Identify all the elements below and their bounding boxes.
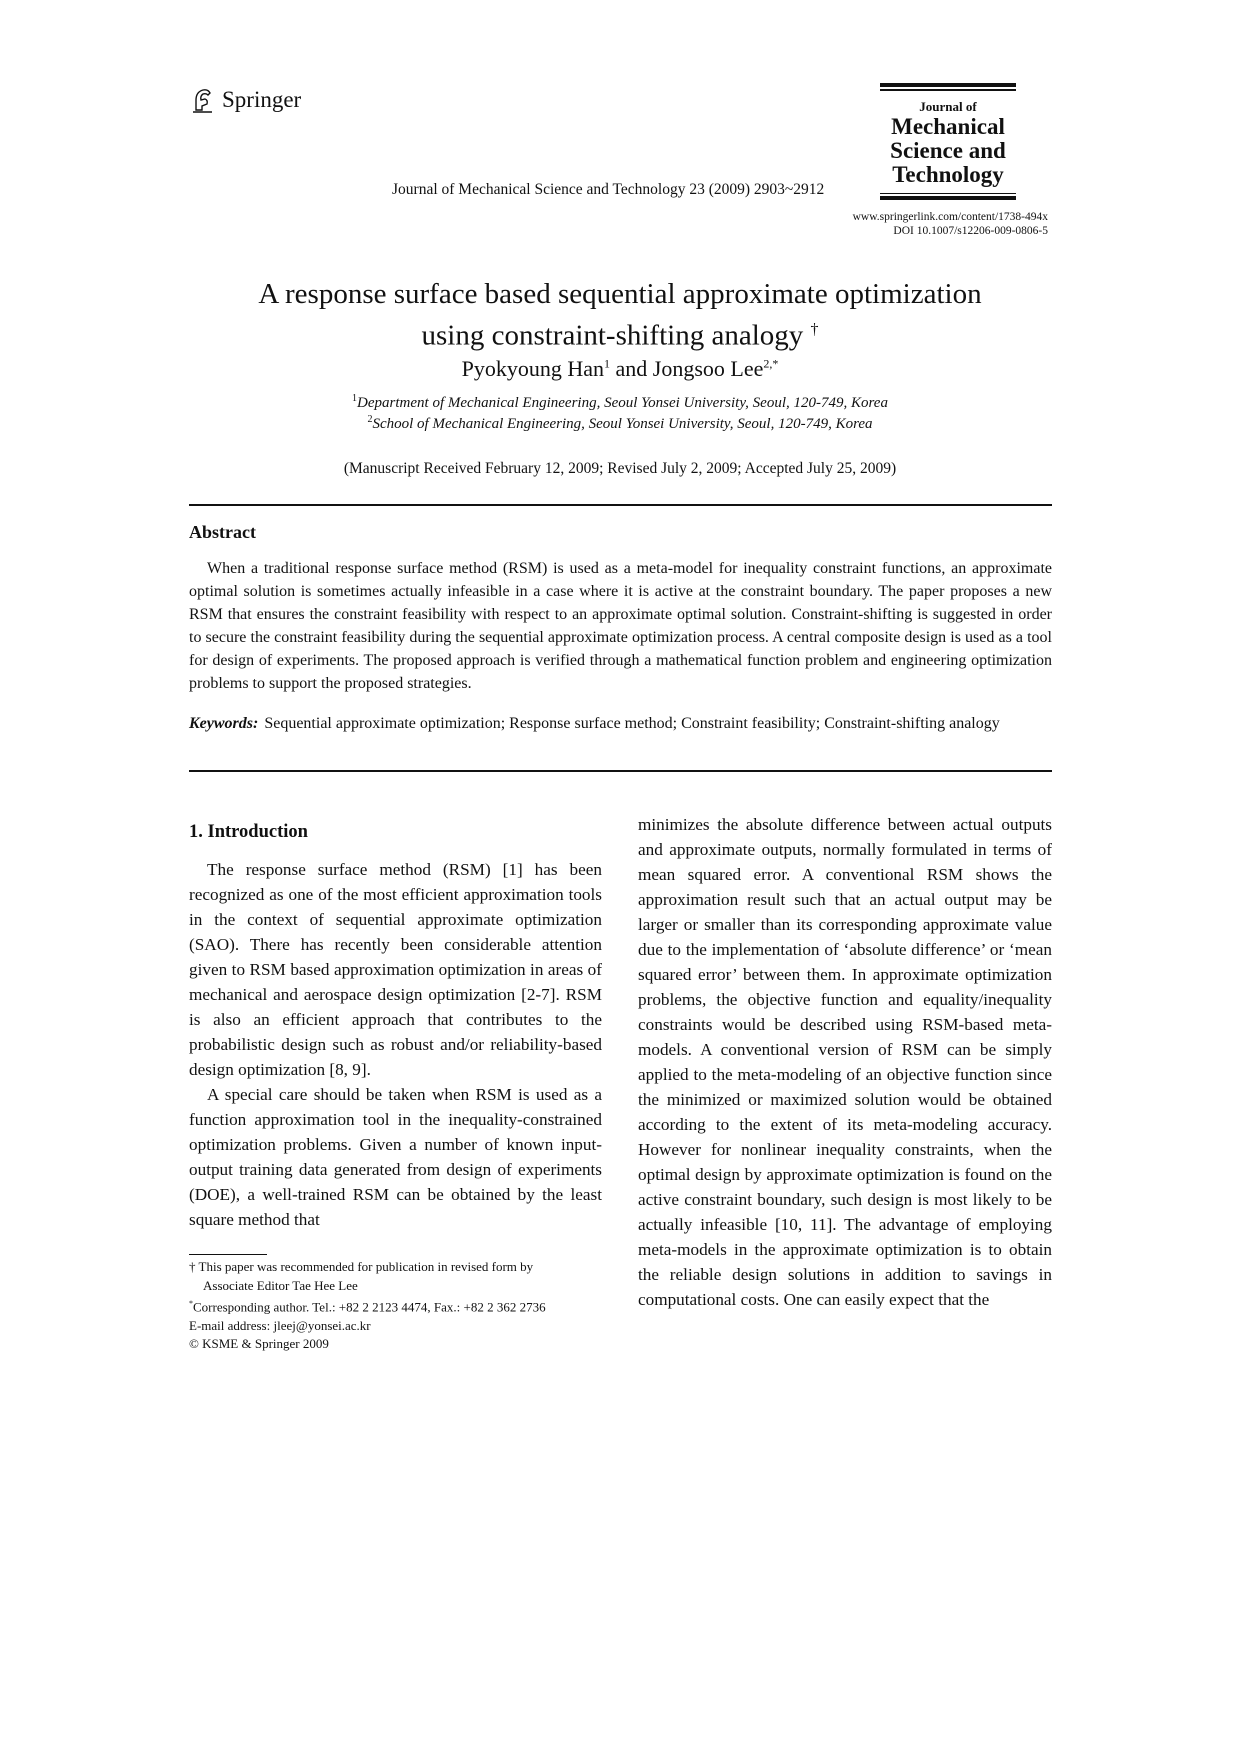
paper-title [0,276,1240,354]
doi: DOI 10.1007/s12206-009-0806-5 [893,225,1048,237]
authors: Pyokyoung Han$^1$ and Jongsoo Lee$^{2,*}$ [461,356,779,381]
footnote-rule [189,1254,267,1255]
author-1: Pyokyoung Han [461,356,605,381]
masthead-journal-of: Journal of [919,98,977,114]
intro-paragraph-2: A special care should be taken when RSM is used as a function approximation tool in the inequality-constrained optimization problems. Given a number of known input-output training data generated from design of experiments (DOE), a well-trained RSM can be obtained by the least square method that [189,1085,602,1229]
abstract-heading: Abstract [189,522,256,542]
footnote-1-cont: Associate Editor Tae Hee Lee [203,1277,358,1293]
affiliation-2: $^2$School of Mechanical Engineering, Seoul Yonsei University, Seoul, 120-749, Korea [367,414,873,432]
keywords-text: Sequential approximate optimization; Response surface method; Constraint feasibility; Constraint-shifting analogy [264,715,1000,732]
journal-masthead [880,83,1016,202]
journal-links [853,210,1048,238]
masthead-line-3: Science and [890,137,1006,163]
publisher-name: Springer [222,87,302,112]
manuscript-dates: (Manuscript Received February 12, 2009; Revised July 2, 2009; Accepted July 25, 2009) [343,460,897,477]
divider-bottom [189,770,1052,772]
author-2: Jongsoo Lee [652,356,764,381]
masthead-rule-bottom [880,196,1016,200]
keywords [189,712,1052,735]
masthead-line-4: Technology [892,161,1004,187]
right-column [638,812,1052,1312]
masthead-rule-bottom-thin [880,193,1016,195]
abstract-text: When a traditional response surface method (RSM) is used as a meta-model for inequality constraint functions, an approximate optimal solution is sometimes actually infeasible in a case where it is active at the constraint boundary. The paper proposes a new RSM that ensures the constraint feasibility with respect to an approximate optimal solution. Constraint-shifting is suggested in order to secure the constraint feasibility during the sequential approximate optimization process. A central composite design is used as a tool for design of experiments. The proposed approach is verified through a mathematical function problem and engineering optimization problems to support the proposed strategies. [189,560,1052,692]
title-line-2: using constraint-shifting analogy † [421,319,819,352]
journal-url[interactable]: www.springerlink.com/content/1738-494x [852,211,1048,223]
springer-logo [190,86,301,114]
footnote-copyright: © KSME & Springer 2009 [189,1336,329,1352]
masthead-line-2: Mechanical [891,113,1005,139]
footnote-1: † This paper was recommended for publication in revised form by [189,1259,534,1274]
intro-paragraph-1: The response surface method (RSM) [1] has been recognized as one of the most efficient approximation tools in the context of sequential approximate optimization (SAO). There has recently been considerable attention given to RSM based approximation optimization in areas of mechanical and aerospace design optimization [2-7]. RSM is also an efficient approach that contributes to the probabilistic design such as robust and/or reliability-based design optimization [8, 9]. [189,860,602,1079]
affiliation-1: $^1$Department of Mechanical Engineering, Seoul Yonsei University, Seoul, 120-749, Korea [352,393,888,411]
divider-top [189,504,1052,506]
footnote-2: *Corresponding author. Tel.: +82 2 2123 4474, Fax.: +82 2 362 2736 [189,1299,546,1315]
footnotes [189,1258,602,1354]
title-line-1: A response surface based sequential approximate optimization [258,278,982,310]
keywords-label: Keywords: [189,715,259,732]
masthead-rule-top-thin [880,89,1016,91]
left-column [189,857,602,1232]
right-paragraph-1: minimizes the absolute difference between actual outputs and approximate outputs, normally formulated in terms of mean squared error. A conventional RSM shows the approximation result such that an actual output may be larger or smaller than its corresponding approximate value due to the implementation of ‘absolute difference’ or ‘mean squared error’ between them. In approximate optimization problems, the objective function and equality/inequality constraints would be described using RSM-based meta-models. A conventional version of RSM can be simply applied to the meta-modeling of an objective function since the minimized or maximized solution would be obtained according to the extent of its meta-modeling accuracy. However for nonlinear inequality constraints, when the optimal design by approximate optimization is found on the active constraint boundary, such design is most likely to be actually infeasible [10, 11]. The advantage of employing meta-models in the approximate optimization is to obtain the reliable design solutions in addition to savings in computational costs. One can easily expect that the [638,815,1052,1309]
section-heading-introduction: 1. Introduction [189,822,308,842]
journal-citation: Journal of Mechanical Science and Technology 23 (2009) 2903~2912 [392,181,825,198]
masthead-rule-top [880,83,1016,87]
title-dagger: † [810,321,819,338]
springer-horse-icon [190,86,216,114]
footnote-email: E-mail address: jleej@yonsei.ac.kr [189,1317,371,1333]
